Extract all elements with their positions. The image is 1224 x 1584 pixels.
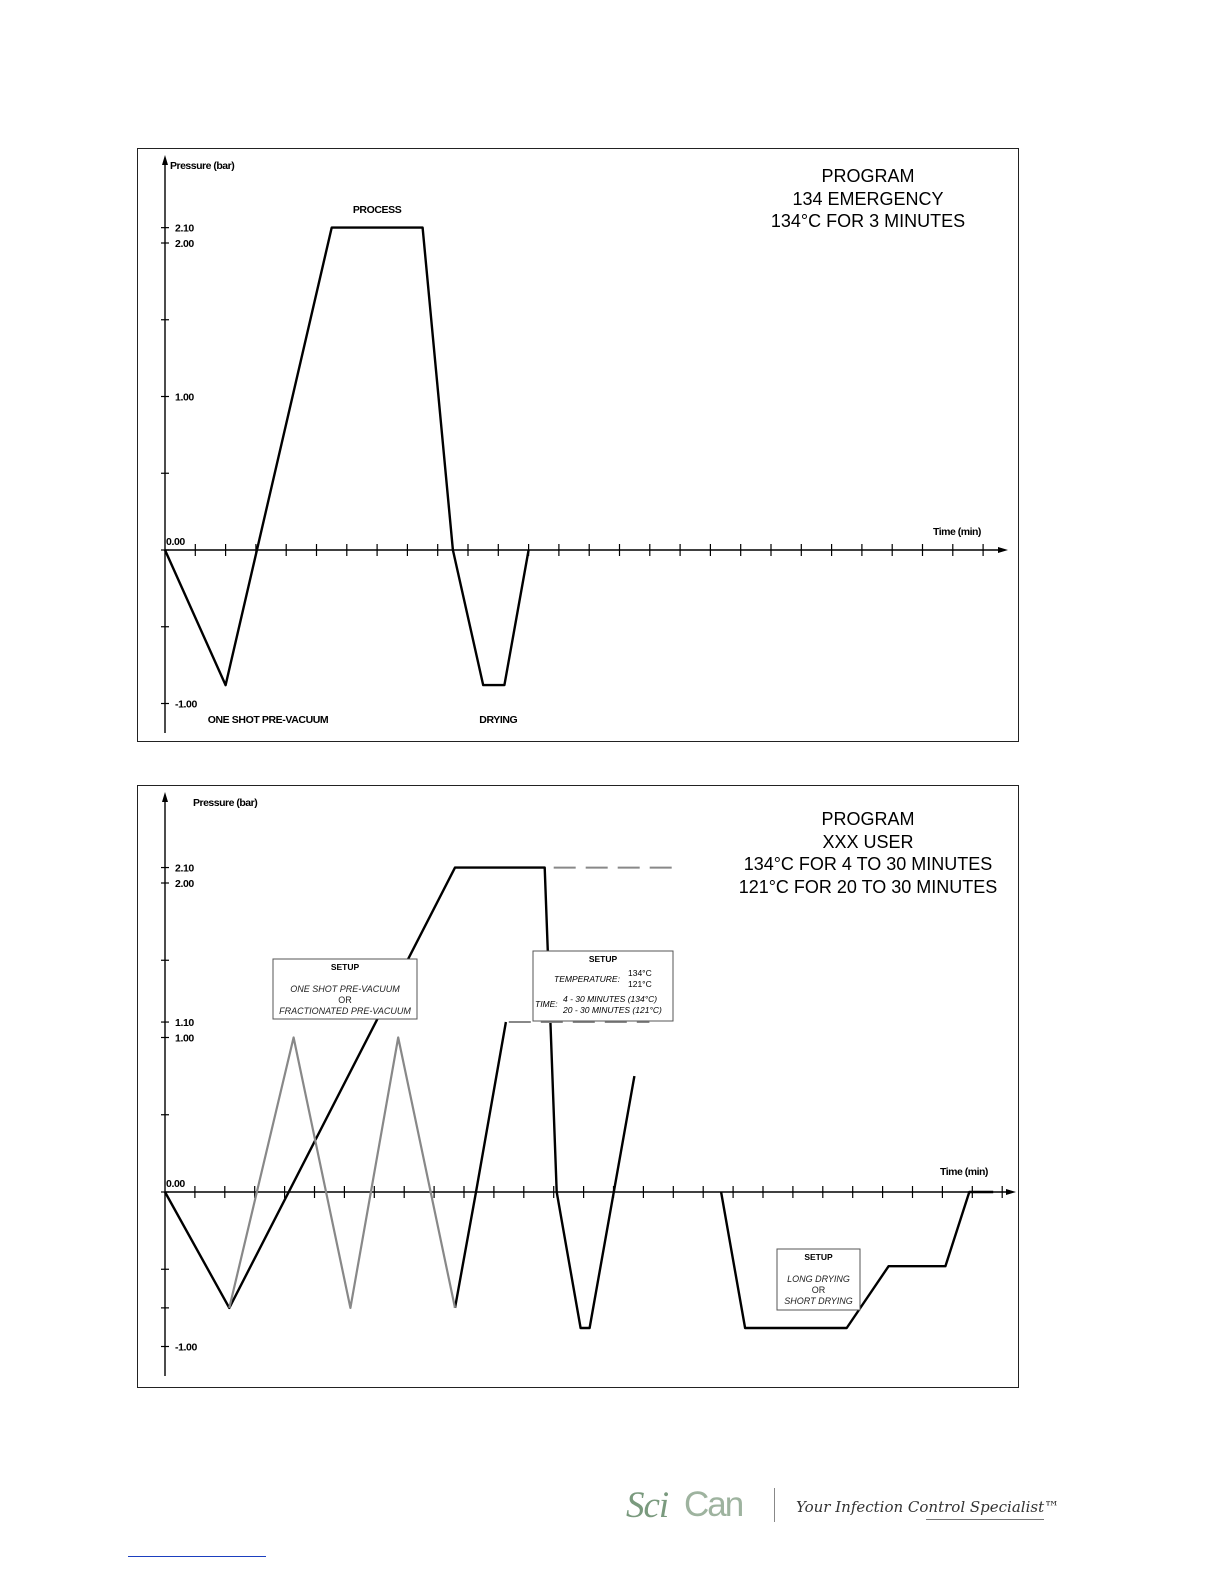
logo-sci-text: Sci <box>626 1485 669 1526</box>
c1-y-tick-label: -1.00 <box>175 698 197 711</box>
c1-series-line-0 <box>165 228 529 685</box>
c2-setup-box-line-2: SHORT DRYING <box>784 1296 853 1306</box>
c2-setup-temperature-value: 134°C <box>628 968 652 978</box>
c2-y-tick-label: -1.00 <box>175 1341 197 1354</box>
c2-series-line-1 <box>455 1022 506 1308</box>
chart1-title-line-1: PROGRAM <box>821 166 915 186</box>
logo-can-text: Can <box>684 1485 743 1524</box>
c1-y-tick-label: 2.00 <box>175 238 194 250</box>
c2-setup-box-title-0: SETUP <box>330 962 360 972</box>
chart2-title-line-1: PROGRAM <box>821 809 915 829</box>
chart1-title-line-2: 134 EMERGENCY <box>792 188 944 209</box>
c1-annotation-0: PROCESS <box>352 204 402 217</box>
c2-setup-time-label: TIME: <box>535 999 558 1009</box>
c2-y-tick-label: 2.10 <box>175 862 194 875</box>
c2-x-axis-label: Time (min) <box>940 1166 988 1178</box>
chart2-title-line-2: XXX USER <box>822 831 914 852</box>
c2-setup-box-title-2: SETUP <box>804 1252 833 1262</box>
c2-y-axis-arrow <box>162 792 168 802</box>
c2-setup-box-line-2: OR <box>811 1285 826 1295</box>
chart2-title <box>718 808 1018 898</box>
c2-setup-temperature-value: 121°C <box>628 979 652 989</box>
footer-rule <box>128 1556 266 1557</box>
chart2-title-line-3: 134°C FOR 4 TO 30 MINUTES <box>743 854 993 874</box>
c1-y-axis-label: Pressure (bar) <box>170 160 235 172</box>
chart-user-program <box>137 785 1019 1388</box>
c2-setup-time-value: 4 - 30 MINUTES (134°C) <box>563 994 658 1004</box>
c2-setup-box-title-1: SETUP <box>588 954 618 964</box>
c1-x-axis-label: Time (min) <box>933 526 981 538</box>
c2-setup-box-line-0: FRACTIONATED PRE-VACUUM <box>279 1006 411 1016</box>
c1-y-tick-label: 1.00 <box>175 391 194 404</box>
tagline-underline <box>926 1519 1044 1520</box>
c2-setup-box-line-0: ONE SHOT PRE-VACUUM <box>290 984 400 994</box>
c2-y-tick-label: 1.10 <box>175 1017 194 1030</box>
c1-x-axis-arrow <box>998 547 1008 553</box>
c2-y-tick-label: 1.00 <box>175 1032 194 1045</box>
chart1-title <box>718 165 1018 233</box>
c2-setup-time-value: 20 - 30 MINUTES (121°C) <box>563 1005 662 1015</box>
c2-series-line-0 <box>165 868 634 1328</box>
c2-y-tick-label: 0.00 <box>166 1178 185 1190</box>
chart2-title-line-4: 121°C FOR 20 TO 30 MINUTES <box>738 876 998 897</box>
pressure-time-chart-1 <box>138 149 1020 743</box>
c2-series-line-3 <box>229 1038 455 1308</box>
c2-setup-box-line-0: OR <box>338 995 352 1005</box>
chart-emergency-program <box>137 148 1019 742</box>
c2-setup-box-line-2: LONG DRYING <box>787 1274 850 1284</box>
c1-y-tick-label: 2.10 <box>175 222 194 235</box>
c2-y-axis-label: Pressure (bar) <box>193 797 258 809</box>
c1-annotation-1: ONE SHOT PRE-VACUUM <box>207 713 329 726</box>
c2-y-tick-label: 2.00 <box>175 878 194 890</box>
logo-separator <box>774 1488 775 1522</box>
c1-y-tick-label: 0.00 <box>166 536 185 548</box>
c2-setup-temperature-label: TEMPERATURE: <box>554 974 620 984</box>
c1-y-axis-arrow <box>162 155 168 165</box>
c2-x-axis-arrow <box>1006 1189 1016 1195</box>
c1-annotation-2: DRYING <box>479 713 518 726</box>
chart1-title-line-3: 134°C FOR 3 MINUTES <box>770 211 966 231</box>
tagline: Your Infection Control Specialist™ <box>796 1498 1060 1516</box>
